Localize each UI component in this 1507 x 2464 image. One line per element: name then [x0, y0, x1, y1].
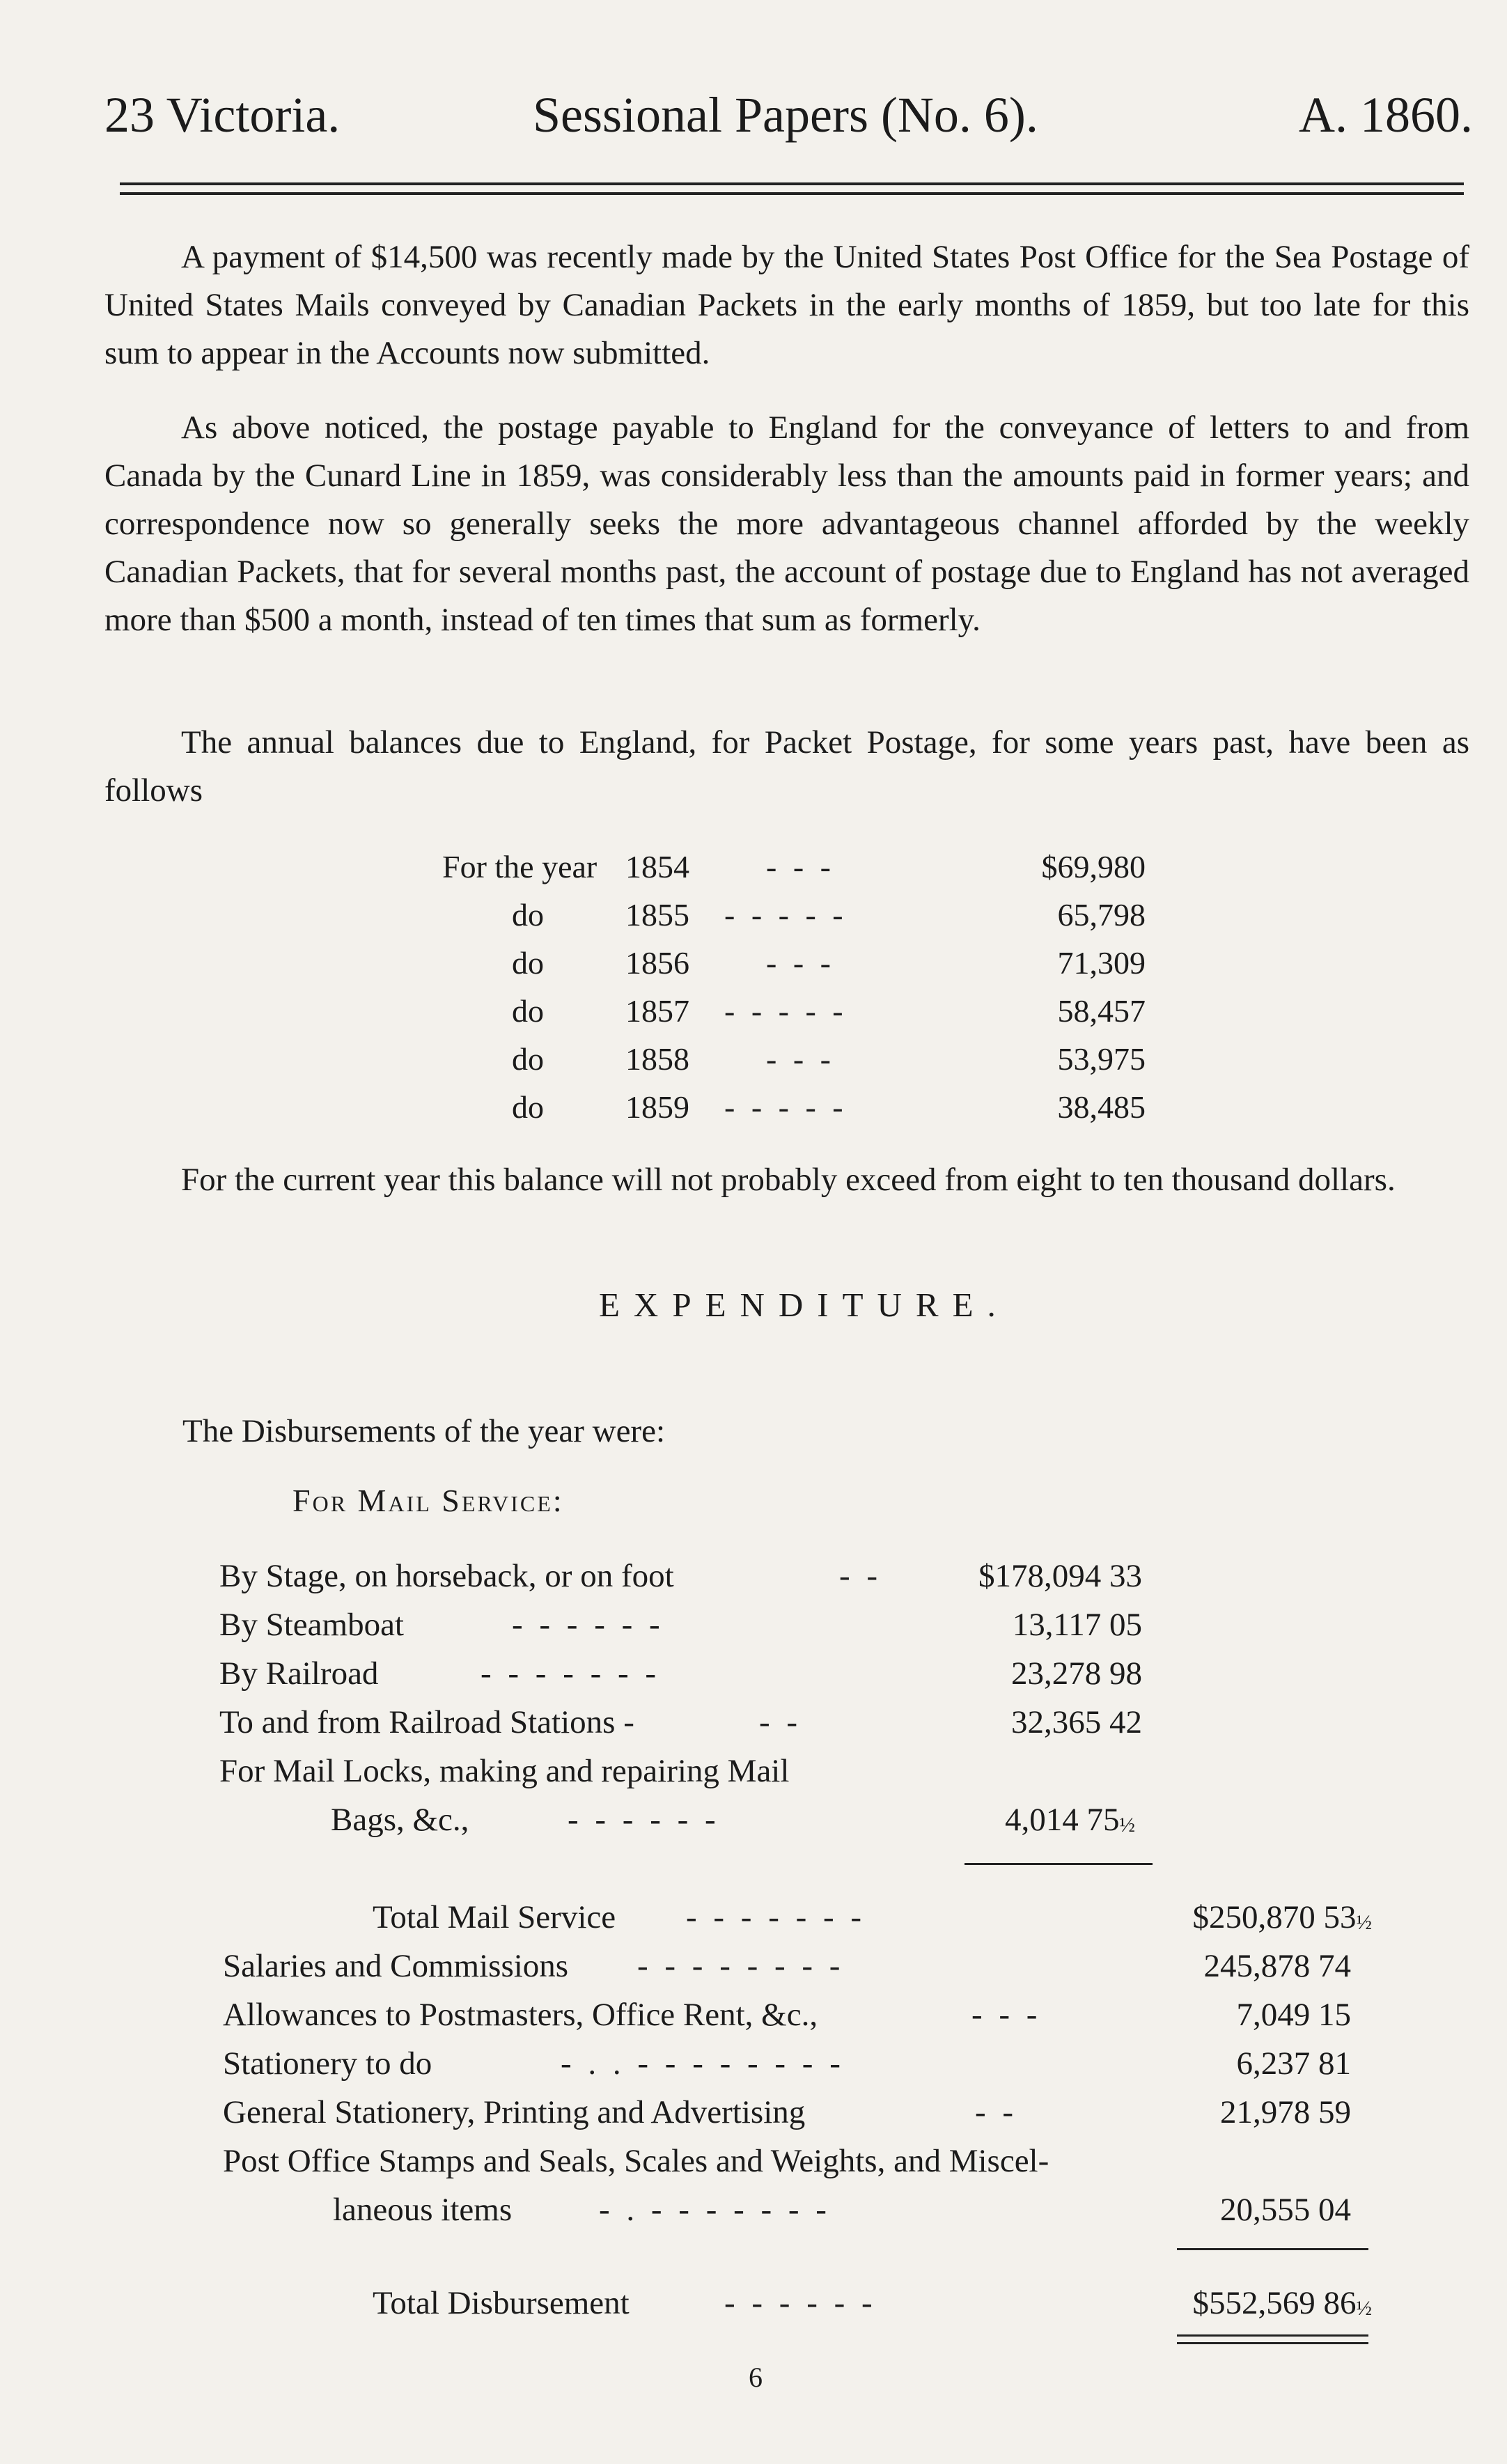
- balance-year: 1854: [625, 849, 689, 884]
- balance-amount: 71,309: [1057, 945, 1146, 981]
- balance-label: For the year: [442, 849, 598, 884]
- item-leader: - - - - - - - -: [637, 1948, 845, 1984]
- item-leader: - . . - - - - - - - -: [561, 2045, 845, 2082]
- item-label: Post Office Stamps and Seals, Scales and Weights, and Miscel-: [223, 2143, 1049, 2179]
- item-label: To and from Railroad Stations -: [219, 1704, 634, 1740]
- balance-label: do: [512, 993, 544, 1029]
- mail-service-subheading: For Mail Service:: [292, 1483, 564, 1518]
- balance-amount: 65,798: [1057, 897, 1146, 933]
- item-label: Allowances to Postmasters, Office Rent, &c.,: [223, 1997, 818, 2033]
- balance-amount: 38,485: [1057, 1089, 1146, 1125]
- item-amount: [926, 1795, 1135, 1850]
- amount-fraction: ½: [1356, 2297, 1372, 2320]
- balance-amount: $69,980: [1041, 849, 1146, 884]
- paragraph-sea-postage: A payment of $14,500 was recently made by the United States Post Office for the Sea Postage of United States Mails conveyed by Canadian Packets in the early months of 1859, but too late for this sum to appear in the Accounts now submitted.: [104, 239, 1469, 371]
- item-label: laneous items: [333, 2192, 513, 2228]
- item-amount: 23,278 98: [1011, 1655, 1142, 1692]
- item-amount: 6,237 81: [1236, 2045, 1351, 2082]
- balance-leader: - - -: [766, 945, 835, 981]
- page-number: 6: [749, 2362, 763, 2393]
- item-amount: 32,365 42: [1011, 1704, 1142, 1740]
- balance-label: do: [512, 1041, 544, 1077]
- balance-label: do: [512, 897, 544, 933]
- total-mail-leader: - - - - - - -: [686, 1899, 866, 1935]
- item-amount: 13,117 05: [1012, 1607, 1142, 1643]
- item-amount: $178,094 33: [978, 1558, 1142, 1594]
- balance-year: 1858: [625, 1041, 689, 1077]
- double-rule-bottom: [1177, 2342, 1368, 2344]
- item-amount: 7,049 15: [1236, 1997, 1351, 2033]
- total-rule: [1177, 2248, 1368, 2250]
- item-label: General Stationery, Printing and Advertising: [223, 2094, 806, 2130]
- item-amount: 20,555 04: [1220, 2192, 1351, 2228]
- balance-amount: 58,457: [1057, 993, 1146, 1029]
- balance-label: do: [512, 1089, 544, 1125]
- amount-value: $250,870 53: [1192, 1899, 1357, 1935]
- balance-year: 1856: [625, 945, 689, 981]
- balance-leader: - - -: [766, 1041, 835, 1077]
- header-session: 23 Victoria.: [104, 87, 341, 143]
- amount-fraction: ½: [1356, 1911, 1372, 1934]
- header-rule-bottom: [120, 192, 1464, 195]
- balance-year: 1857: [625, 993, 689, 1029]
- item-amount: 21,978 59: [1220, 2094, 1351, 2130]
- disbursements-intro: The Disbursements of the year were:: [182, 1413, 665, 1449]
- total-disbursement-leader: - - - - - -: [724, 2285, 877, 2321]
- expenditure-heading: EXPENDITURE.: [599, 1286, 1010, 1324]
- balance-leader: - - - - -: [724, 993, 848, 1029]
- total-mail-label: Total Mail Service: [373, 1899, 616, 1935]
- item-label: Stationery to do: [223, 2045, 432, 2082]
- item-label: By Steamboat: [219, 1607, 404, 1643]
- item-label: For Mail Locks, making and repairing Mail: [219, 1753, 790, 1789]
- header-rule-top: [120, 182, 1464, 185]
- item-leader: - -: [975, 2094, 1018, 2130]
- item-leader: - - -: [971, 1997, 1042, 2033]
- paragraph-annual-balances: The annual balances due to England, for Packet Postage, for some years past, have been as follows: [104, 724, 1469, 809]
- balance-leader: - - - - -: [724, 1089, 848, 1125]
- item-leader: - - - - - -: [568, 1802, 720, 1838]
- item-label: By Stage, on horseback, or on foot: [219, 1558, 674, 1594]
- subtotal-rule: [965, 1863, 1153, 1865]
- balance-amount: 53,975: [1057, 1041, 1146, 1077]
- header-title: Sessional Papers (No. 6).: [533, 87, 1038, 143]
- header-year: A. 1860.: [1299, 87, 1473, 143]
- item-leader: - -: [839, 1558, 882, 1594]
- item-leader: - - - - - - -: [481, 1655, 661, 1692]
- paragraph-cunard-postage: As above noticed, the postage payable to England for the conveyance of letters to and from Canada by the Cunard Line in 1859, was considerably less than the amounts paid in former years; and correspondence now so generally seeks the more advantageous channel afforded by the weekly Canadian Packets, that for several months past, the account of postage due to England has not averaged more than $500 a month, instead of ten times that sum as formerly.: [104, 410, 1469, 638]
- item-label: Bags, &c.,: [331, 1802, 469, 1838]
- double-rule-top: [1177, 2334, 1368, 2337]
- amount-value: $552,569 86: [1192, 2285, 1357, 2321]
- amount-fraction: ½: [1119, 1814, 1135, 1837]
- item-label: Salaries and Commissions: [223, 1948, 569, 1984]
- item-leader: - . - - - - - - -: [599, 2192, 831, 2228]
- paragraph-current-year: For the current year this balance will not probably exceed from eight to ten thousand dollars.: [181, 1162, 1396, 1198]
- amount-value: 4,014 75: [1005, 1802, 1120, 1838]
- balance-leader: - - - - -: [724, 897, 848, 933]
- total-disbursement-label: Total Disbursement: [373, 2285, 630, 2321]
- total-mail-amount: [1135, 1893, 1372, 1947]
- item-label: By Railroad: [219, 1655, 379, 1692]
- balance-year: 1855: [625, 897, 689, 933]
- balance-leader: - - -: [766, 849, 835, 884]
- item-leader: - -: [759, 1704, 802, 1740]
- item-leader: - - - - - -: [512, 1607, 664, 1643]
- balance-year: 1859: [625, 1089, 689, 1125]
- total-disbursement-amount: [1135, 2279, 1372, 2333]
- balance-label: do: [512, 945, 544, 981]
- item-amount: 245,878 74: [1203, 1948, 1351, 1984]
